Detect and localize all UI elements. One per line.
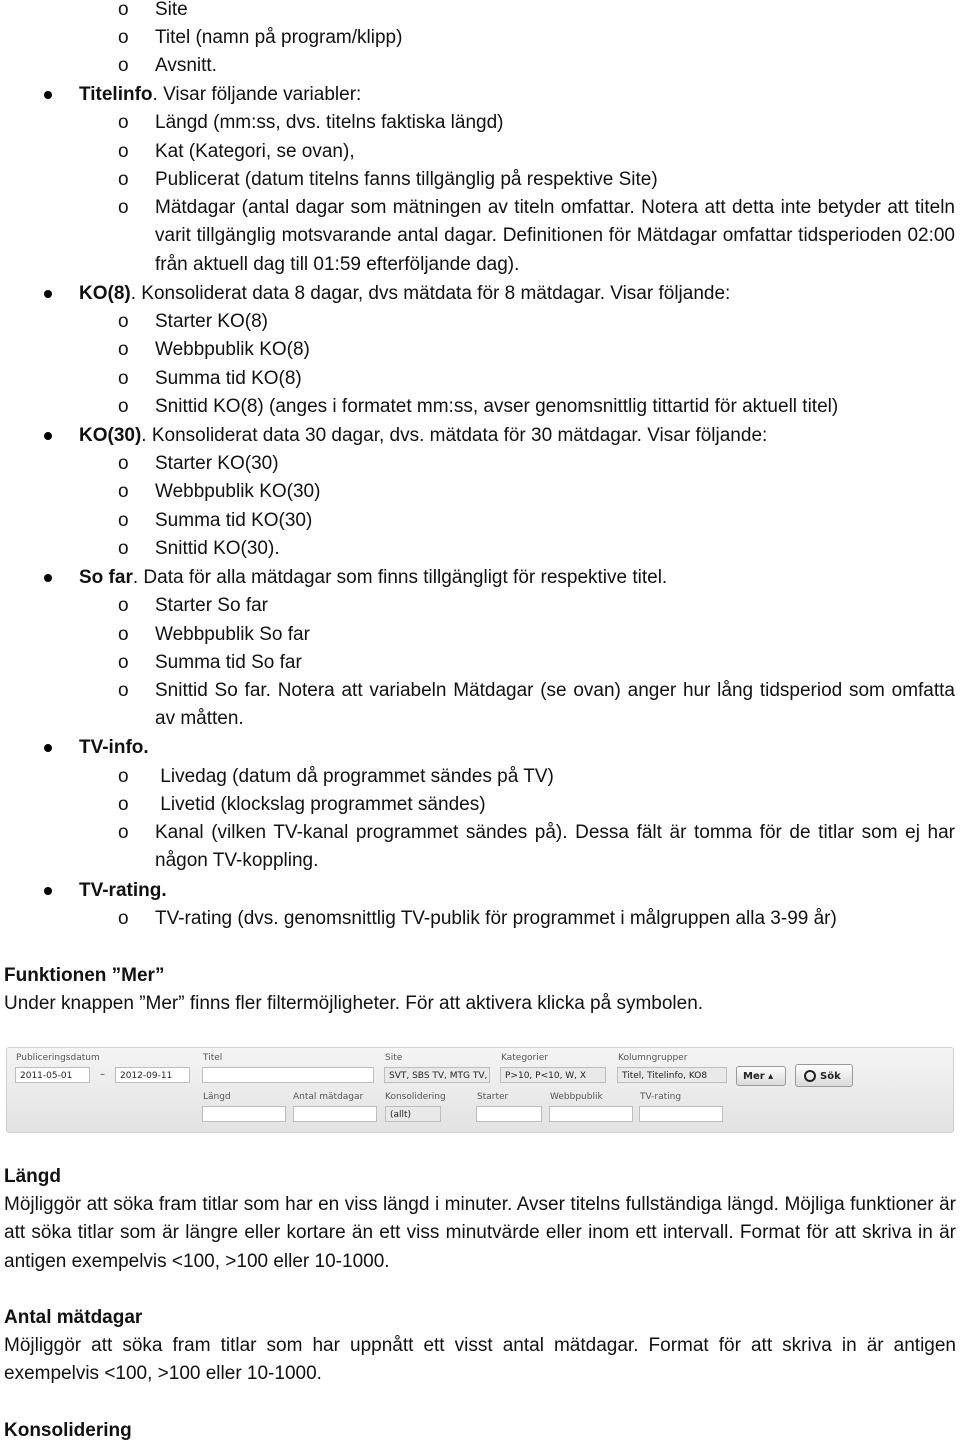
bullet-icon <box>44 744 52 752</box>
section-heading-antal-matdagar: Antal mätdagar <box>4 1307 143 1328</box>
tvrating-input[interactable] <box>639 1106 723 1122</box>
konsolidering-select[interactable]: (allt) <box>385 1106 441 1122</box>
bullet-icon <box>44 574 52 582</box>
site-select[interactable]: SVT, SBS TV, MTG TV, <box>384 1067 490 1083</box>
search-icon <box>804 1070 816 1082</box>
section-heading-konsolidering: Konsolidering <box>4 1420 132 1441</box>
webbpublik-input[interactable] <box>549 1106 633 1122</box>
bullet-icon <box>44 432 52 440</box>
starter-input[interactable] <box>476 1106 542 1122</box>
date-to-field[interactable]: 2012-09-11 <box>115 1067 190 1083</box>
langd-input[interactable] <box>202 1106 286 1122</box>
section-heading-mer: Funktionen ”Mer” <box>4 965 165 986</box>
mer-button[interactable]: Mer ▴ <box>736 1066 786 1086</box>
date-from-field[interactable]: 2011-05-01 <box>15 1067 90 1083</box>
paragraph-mer: Under knappen ”Mer” finns fler filtermöjligheter. För att aktivera klicka på symbolen. <box>4 993 704 1014</box>
section-heading-langd: Längd <box>4 1166 61 1187</box>
antal-matdagar-input[interactable] <box>293 1106 377 1122</box>
paragraph-langd: Möjliggör att söka fram titlar som har en viss längd i minuter. Avser titelns fullständiga längd. Möjliga funktioner är att söka titlar som är längre eller kortare än ett viss minutvärde eller inom ett intervall. Format för att skriva in är antigen exempelvis <100, >100 eller 10-1000. <box>4 1194 956 1272</box>
bullet-icon <box>44 290 52 298</box>
search-button[interactable]: Sök <box>795 1064 853 1087</box>
paragraph-antal-matdagar: Möjliggör att söka fram titlar som har uppnått ett visst antal mätdagar. Format för att skriva in är antigen exempelvis <100, >100 eller 10-1000. <box>4 1335 956 1385</box>
filter-bar: Publiceringsdatum 2011-05-01 – 2012-09-11 Titel Site SVT, SBS TV, MTG TV, Kategorier P>10, P<10, W, X Kolumngrupper Titel, Titelinfo, KO8 Mer ▴ Sök Längd Antal mätdagar Konsolidering Starter Webbpublik TV-rating (allt) <box>6 1047 954 1133</box>
titel-input[interactable] <box>202 1067 374 1083</box>
kolumngrupper-select[interactable]: Titel, Titelinfo, KO8 <box>617 1067 727 1083</box>
kategorier-select[interactable]: P>10, P<10, W, X <box>500 1067 606 1083</box>
bullet-icon <box>44 91 52 99</box>
bullet-icon <box>44 887 52 895</box>
